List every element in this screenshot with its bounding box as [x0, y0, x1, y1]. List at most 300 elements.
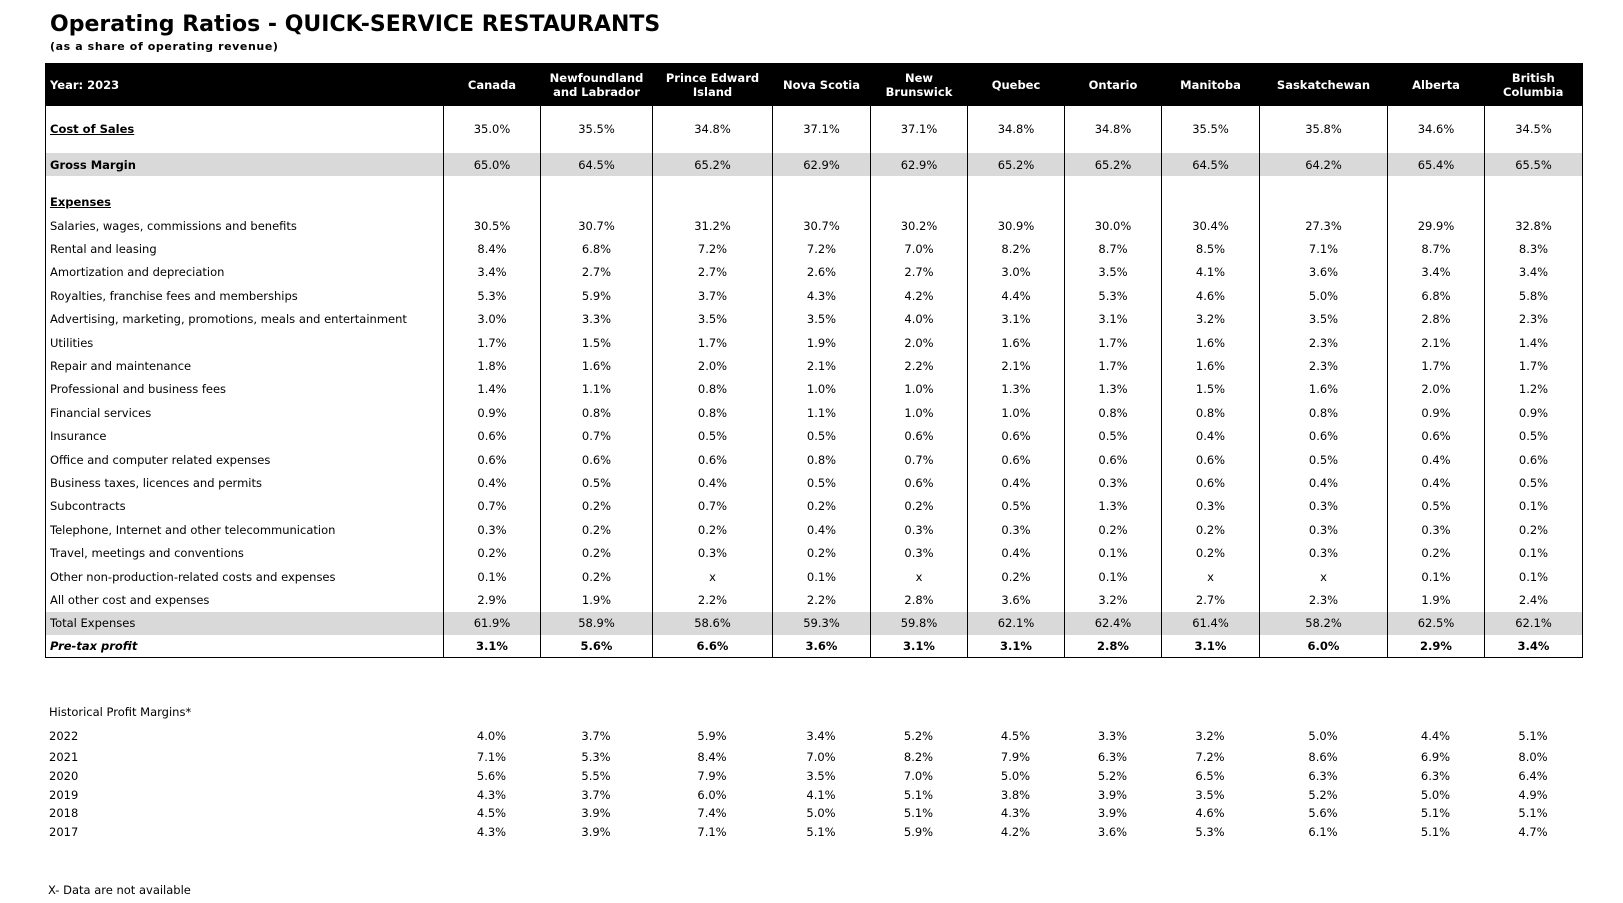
value-cell: 35.5% — [1162, 116, 1260, 142]
value-cell: 2.1% — [1388, 331, 1485, 354]
expense-row — [46, 261, 1583, 284]
value-cell: 1.7% — [444, 331, 541, 354]
value-cell: 7.2% — [1195, 750, 1225, 764]
value-cell: 4.3% — [476, 824, 507, 839]
value-cell: 0.5% — [968, 495, 1065, 518]
value-cell: 5.6% — [1308, 806, 1338, 821]
value-cell: 7.9% — [697, 769, 727, 784]
page-title: Operating Ratios - QUICK-SERVICE RESTAURANTS — [50, 12, 661, 37]
value-cell: 64.2% — [1260, 153, 1388, 176]
column-header: Saskatchewan — [1260, 63, 1388, 106]
value-cell: 5.8% — [1485, 284, 1583, 307]
row-label: 2022 — [49, 728, 79, 743]
value-cell: 3.1% — [1065, 308, 1162, 331]
value-cell — [1387, 700, 1484, 724]
row-label: Repair and maintenance — [46, 354, 444, 377]
value-cell: 5.9% — [697, 728, 727, 743]
value-cell: 2.3% — [1260, 588, 1388, 611]
row-label — [46, 142, 444, 153]
ratios-table-container — [45, 63, 1582, 658]
value-cell — [1065, 142, 1162, 153]
value-cell — [1485, 190, 1583, 214]
value-cell — [773, 142, 871, 153]
value-cell: 6.9% — [1420, 750, 1451, 764]
value-cell: 0.2% — [541, 518, 653, 541]
value-cell: 3.4% — [444, 261, 541, 284]
value-cell: 0.2% — [773, 495, 871, 518]
expense-row — [46, 284, 1583, 307]
value-cell: 1.3% — [968, 378, 1065, 401]
value-cell: 2.1% — [773, 354, 871, 377]
value-cell — [870, 700, 967, 724]
value-cell: 2.0% — [871, 331, 968, 354]
value-cell: 2.3% — [1485, 308, 1583, 331]
row-label-text: Expenses — [50, 195, 111, 209]
pretax-profit-row — [46, 635, 1583, 658]
value-cell: 8.6% — [1308, 750, 1338, 764]
row-label: Office and computer related expenses — [46, 448, 444, 471]
value-cell: 0.4% — [968, 541, 1065, 564]
row-label: 2017 — [49, 824, 79, 839]
value-cell — [773, 176, 871, 190]
column-header: Nova Scotia — [773, 63, 871, 106]
value-cell: 2.6% — [773, 261, 871, 284]
row-label: Travel, meetings and conventions — [46, 541, 444, 564]
value-cell: 1.4% — [1485, 331, 1583, 354]
value-cell: 0.4% — [968, 471, 1065, 494]
value-cell: 3.1% — [871, 635, 968, 658]
value-cell: 0.2% — [1485, 518, 1583, 541]
row-label-text: Gross Margin — [50, 157, 136, 172]
column-header: British Columbia — [1485, 63, 1583, 106]
value-cell: 64.5% — [541, 153, 653, 176]
value-cell: 5.1% — [903, 806, 934, 821]
ratios-table — [45, 63, 1583, 658]
value-cell: 2.7% — [653, 261, 773, 284]
value-cell: 4.6% — [1195, 806, 1225, 821]
value-cell: 3.2% — [1162, 308, 1260, 331]
historical-row — [45, 804, 1582, 823]
value-cell — [1388, 142, 1485, 153]
historical-heading-row — [45, 700, 1582, 724]
row-label: 2018 — [49, 806, 79, 821]
value-cell — [1065, 106, 1162, 116]
value-cell: 62.1% — [968, 612, 1065, 635]
value-cell: 3.4% — [1388, 261, 1485, 284]
value-cell: 1.1% — [541, 378, 653, 401]
value-cell: 2.2% — [773, 588, 871, 611]
value-cell: 6.5% — [1195, 769, 1225, 784]
expense-row — [46, 214, 1583, 237]
value-cell: 5.6% — [541, 635, 653, 658]
value-cell — [773, 106, 871, 116]
row-label — [46, 635, 444, 658]
value-cell: 58.2% — [1260, 612, 1388, 635]
value-cell: 6.6% — [653, 635, 773, 658]
value-cell: 0.1% — [1485, 565, 1583, 588]
column-header: New Brunswick — [871, 63, 968, 106]
value-cell: 0.6% — [1260, 425, 1388, 448]
value-cell: 59.8% — [871, 612, 968, 635]
value-cell: 0.2% — [871, 495, 968, 518]
value-cell — [444, 190, 541, 214]
value-cell: 5.1% — [1420, 824, 1451, 839]
value-cell: 1.6% — [1260, 378, 1388, 401]
value-cell: 0.8% — [1065, 401, 1162, 424]
column-header: Ontario — [1065, 63, 1162, 106]
expense-row — [46, 401, 1583, 424]
value-cell: 3.0% — [444, 308, 541, 331]
value-cell: 6.8% — [541, 237, 653, 260]
value-cell: 3.9% — [581, 824, 611, 839]
value-cell — [1065, 190, 1162, 214]
value-cell — [1388, 106, 1485, 116]
value-cell: 4.3% — [773, 284, 871, 307]
value-cell: 35.8% — [1260, 116, 1388, 142]
value-cell: 65.5% — [1485, 153, 1583, 176]
value-cell: 0.5% — [541, 471, 653, 494]
value-cell: 1.8% — [444, 354, 541, 377]
value-cell — [653, 142, 773, 153]
value-cell: 7.0% — [806, 750, 836, 764]
value-cell: 6.0% — [1260, 635, 1388, 658]
value-cell: 0.1% — [1065, 541, 1162, 564]
value-cell: 7.2% — [773, 237, 871, 260]
value-cell: 1.6% — [968, 331, 1065, 354]
expense-row — [46, 588, 1583, 611]
value-cell: 4.0% — [476, 728, 507, 743]
value-cell: 30.7% — [773, 214, 871, 237]
value-cell: 1.9% — [773, 331, 871, 354]
value-cell: 5.1% — [1518, 806, 1548, 821]
value-cell: 0.3% — [1260, 518, 1388, 541]
value-cell: 5.2% — [903, 728, 934, 743]
value-cell — [541, 106, 653, 116]
value-cell: 0.2% — [1162, 541, 1260, 564]
value-cell — [1065, 176, 1162, 190]
value-cell — [772, 700, 870, 724]
value-cell: x — [1260, 565, 1388, 588]
value-cell: 37.1% — [773, 116, 871, 142]
value-cell — [653, 176, 773, 190]
value-cell: 1.6% — [1162, 354, 1260, 377]
value-cell: 3.2% — [1065, 588, 1162, 611]
row-label: Insurance — [46, 425, 444, 448]
value-cell: 5.0% — [1260, 284, 1388, 307]
value-cell: 4.0% — [871, 308, 968, 331]
row-label: 2021 — [49, 750, 79, 764]
row-label — [46, 190, 444, 214]
value-cell: 62.9% — [773, 153, 871, 176]
value-cell: 3.3% — [541, 308, 653, 331]
value-cell — [443, 700, 540, 724]
value-cell: 5.0% — [1308, 728, 1338, 743]
value-cell — [968, 142, 1065, 153]
value-cell: 0.6% — [1065, 448, 1162, 471]
value-cell: 3.4% — [1485, 261, 1583, 284]
value-cell: 0.6% — [968, 425, 1065, 448]
value-cell — [444, 142, 541, 153]
value-cell: 3.5% — [1195, 787, 1225, 802]
expense-row — [46, 354, 1583, 377]
value-cell: 0.5% — [773, 471, 871, 494]
value-cell: 34.8% — [1065, 116, 1162, 142]
value-cell: 0.8% — [653, 401, 773, 424]
value-cell — [1260, 190, 1388, 214]
value-cell — [967, 700, 1064, 724]
value-cell: 2.1% — [968, 354, 1065, 377]
value-cell: 5.1% — [1518, 728, 1548, 743]
value-cell: 1.1% — [773, 401, 871, 424]
value-cell: 6.1% — [1308, 824, 1338, 839]
value-cell: 3.7% — [653, 284, 773, 307]
expense-row — [46, 495, 1583, 518]
value-cell: 29.9% — [1388, 214, 1485, 237]
value-cell: 0.9% — [444, 401, 541, 424]
value-cell: 64.5% — [1162, 153, 1260, 176]
value-cell: 2.0% — [1388, 378, 1485, 401]
value-cell: 62.1% — [1485, 612, 1583, 635]
value-cell: 30.2% — [871, 214, 968, 237]
value-cell: 62.4% — [1065, 612, 1162, 635]
value-cell: 4.7% — [1518, 824, 1548, 839]
value-cell: 4.6% — [1162, 284, 1260, 307]
value-cell: 2.0% — [653, 354, 773, 377]
value-cell: 6.8% — [1388, 284, 1485, 307]
value-cell: 4.2% — [871, 284, 968, 307]
row-label: Financial services — [46, 401, 444, 424]
value-cell: 4.3% — [1000, 806, 1031, 821]
value-cell: 0.3% — [1388, 518, 1485, 541]
value-cell: 30.5% — [444, 214, 541, 237]
value-cell — [1162, 176, 1260, 190]
value-cell — [1484, 700, 1582, 724]
row-label: Other non-production-related costs and expenses — [46, 565, 444, 588]
value-cell: 0.6% — [653, 448, 773, 471]
value-cell: 7.4% — [697, 806, 727, 821]
value-cell: 0.2% — [773, 541, 871, 564]
value-cell: 3.1% — [968, 635, 1065, 658]
value-cell — [444, 176, 541, 190]
row-label — [46, 116, 444, 142]
value-cell: 3.6% — [1097, 824, 1128, 839]
spacer-row — [46, 106, 1583, 116]
value-cell: 30.0% — [1065, 214, 1162, 237]
value-cell: 2.4% — [1485, 588, 1583, 611]
value-cell: 0.4% — [444, 471, 541, 494]
value-cell — [1260, 142, 1388, 153]
value-cell: 0.5% — [1485, 425, 1583, 448]
value-cell: 2.9% — [444, 588, 541, 611]
value-cell: 0.9% — [1388, 401, 1485, 424]
value-cell: x — [653, 565, 773, 588]
row-label: Total Expenses — [46, 612, 444, 635]
value-cell — [1388, 176, 1485, 190]
expense-row — [46, 448, 1583, 471]
value-cell: 0.3% — [968, 518, 1065, 541]
value-cell: 0.7% — [541, 425, 653, 448]
row-label — [46, 153, 444, 176]
value-cell: 0.7% — [653, 495, 773, 518]
historical-table — [45, 700, 1582, 841]
column-header: Alberta — [1388, 63, 1485, 106]
value-cell: 37.1% — [871, 116, 968, 142]
value-cell: 0.3% — [1065, 471, 1162, 494]
value-cell: 0.8% — [653, 378, 773, 401]
value-cell: 7.2% — [653, 237, 773, 260]
expense-row — [46, 565, 1583, 588]
row-label-text: Cost of Sales — [50, 122, 135, 136]
value-cell: 8.0% — [1518, 750, 1548, 764]
value-cell: 0.3% — [1260, 495, 1388, 518]
value-cell: 4.2% — [1000, 824, 1031, 839]
value-cell: 34.8% — [968, 116, 1065, 142]
value-cell: 5.3% — [444, 284, 541, 307]
row-label: Salaries, wages, commissions and benefits — [46, 214, 444, 237]
value-cell: 3.7% — [581, 787, 611, 802]
spacer-row — [46, 176, 1583, 190]
value-cell: 1.7% — [1065, 354, 1162, 377]
value-cell: 1.7% — [1485, 354, 1583, 377]
value-cell: 2.9% — [1388, 635, 1485, 658]
value-cell: 0.1% — [444, 565, 541, 588]
value-cell: 1.0% — [871, 378, 968, 401]
value-cell — [653, 190, 773, 214]
value-cell: 5.1% — [806, 824, 836, 839]
value-cell: 1.4% — [444, 378, 541, 401]
value-cell: 5.0% — [1420, 787, 1451, 802]
value-cell: 58.6% — [653, 612, 773, 635]
value-cell: 4.9% — [1518, 787, 1548, 802]
value-cell: 1.3% — [1065, 495, 1162, 518]
value-cell: 0.3% — [1260, 541, 1388, 564]
value-cell — [1064, 700, 1161, 724]
value-cell: 7.1% — [476, 750, 507, 764]
value-cell: 0.6% — [541, 448, 653, 471]
value-cell — [652, 700, 772, 724]
value-cell: 0.7% — [871, 448, 968, 471]
value-cell: 5.1% — [903, 787, 934, 802]
value-cell: 7.1% — [1260, 237, 1388, 260]
row-label: Advertising, marketing, promotions, meals and entertainment — [46, 308, 444, 331]
value-cell: 0.4% — [1388, 471, 1485, 494]
value-cell: 0.2% — [1162, 518, 1260, 541]
value-cell — [541, 176, 653, 190]
value-cell: 0.5% — [653, 425, 773, 448]
value-cell: 0.8% — [773, 448, 871, 471]
value-cell: 3.2% — [1195, 728, 1225, 743]
value-cell: 65.4% — [1388, 153, 1485, 176]
value-cell: 32.8% — [1485, 214, 1583, 237]
expense-row — [46, 237, 1583, 260]
value-cell: 3.1% — [968, 308, 1065, 331]
value-cell: 5.0% — [1000, 769, 1031, 784]
value-cell: 2.8% — [1065, 635, 1162, 658]
value-cell: 3.9% — [581, 806, 611, 821]
value-cell: 2.8% — [1388, 308, 1485, 331]
value-cell: 0.1% — [1485, 495, 1583, 518]
value-cell: 0.2% — [541, 495, 653, 518]
value-cell — [541, 142, 653, 153]
value-cell — [1485, 106, 1583, 116]
value-cell: 0.1% — [1065, 565, 1162, 588]
row-label: Utilities — [46, 331, 444, 354]
column-header: Prince Edward Island — [653, 63, 773, 106]
value-cell: 0.4% — [1162, 425, 1260, 448]
value-cell: 5.3% — [1065, 284, 1162, 307]
value-cell: 30.9% — [968, 214, 1065, 237]
historical-row — [45, 724, 1582, 747]
value-cell: 3.4% — [806, 728, 836, 743]
value-cell: 8.4% — [697, 750, 727, 764]
value-cell: 30.4% — [1162, 214, 1260, 237]
row-label: Rental and leasing — [46, 237, 444, 260]
value-cell: 61.4% — [1162, 612, 1260, 635]
value-cell: 3.7% — [581, 728, 611, 743]
value-cell: 6.3% — [1420, 769, 1451, 784]
value-cell: 35.0% — [444, 116, 541, 142]
value-cell: 4.4% — [968, 284, 1065, 307]
value-cell: x — [871, 565, 968, 588]
value-cell: 0.5% — [1485, 471, 1583, 494]
value-cell — [968, 190, 1065, 214]
value-cell: 0.2% — [968, 565, 1065, 588]
value-cell: 5.1% — [1420, 806, 1451, 821]
expense-row — [46, 471, 1583, 494]
value-cell: 2.3% — [1260, 331, 1388, 354]
value-cell: 0.1% — [773, 565, 871, 588]
value-cell: 2.7% — [541, 261, 653, 284]
value-cell: 0.1% — [1485, 541, 1583, 564]
value-cell: 5.3% — [581, 750, 611, 764]
expense-row — [46, 425, 1583, 448]
value-cell — [968, 176, 1065, 190]
value-cell: 0.6% — [1162, 471, 1260, 494]
value-cell: 3.4% — [1485, 635, 1583, 658]
expense-row — [46, 541, 1583, 564]
value-cell: 2.2% — [653, 588, 773, 611]
value-cell: 1.3% — [1065, 378, 1162, 401]
value-cell — [1260, 106, 1388, 116]
row-label: 2020 — [49, 769, 79, 784]
value-cell: 8.7% — [1388, 237, 1485, 260]
value-cell: 0.6% — [1162, 448, 1260, 471]
value-cell — [653, 106, 773, 116]
value-cell: 0.6% — [968, 448, 1065, 471]
value-cell: 34.8% — [653, 116, 773, 142]
column-header: Canada — [444, 63, 541, 106]
row-label: Amortization and depreciation — [46, 261, 444, 284]
value-cell — [1485, 176, 1583, 190]
value-cell: 3.6% — [1260, 261, 1388, 284]
value-cell: 4.1% — [806, 787, 836, 802]
cost-of-sales-row — [46, 116, 1583, 142]
value-cell: 0.5% — [1065, 425, 1162, 448]
year-label: Year: 2023 — [46, 63, 444, 106]
value-cell: 5.2% — [1097, 769, 1128, 784]
value-cell: 62.9% — [871, 153, 968, 176]
page-subtitle: (as a share of operating revenue) — [50, 40, 279, 53]
column-header: Newfoundland and Labrador — [541, 63, 653, 106]
row-label-text: Pre-tax profit — [50, 638, 138, 653]
value-cell: 3.5% — [1260, 308, 1388, 331]
value-cell — [1388, 190, 1485, 214]
value-cell: 0.3% — [653, 541, 773, 564]
value-cell — [1260, 176, 1388, 190]
value-cell — [540, 700, 652, 724]
value-cell: 2.3% — [1260, 354, 1388, 377]
value-cell: 0.1% — [1388, 565, 1485, 588]
